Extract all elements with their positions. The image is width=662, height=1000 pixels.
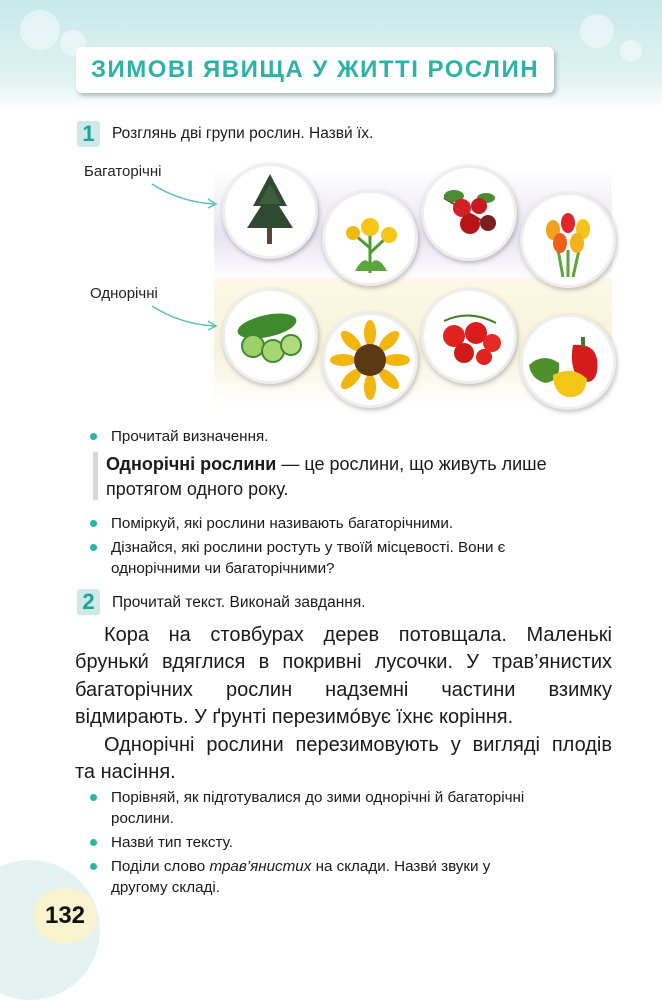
bullet-dot — [90, 863, 97, 870]
bullet-dot — [90, 433, 97, 440]
reading-line: та насіння. — [75, 761, 176, 783]
task-2-instruction: Прочитай текст. Виконай завдання. — [112, 594, 366, 611]
task-number-2: 2 — [77, 589, 100, 615]
decor-bubble — [20, 10, 60, 50]
decor-bubble — [620, 40, 642, 62]
reading-line: багаторічних рослин надземні частини взимку — [75, 679, 612, 701]
bullet-text-continuation: рослини. — [111, 810, 174, 827]
bullet-text: Поміркуй, які рослини називають багаторічними. — [111, 515, 454, 532]
bullet-text-continuation: однорічними чи багаторічними? — [111, 560, 335, 577]
bullet-text: Дізнайся, які рослини ростуть у твоїй місцевості. Вони є — [111, 539, 506, 556]
definition-term: Однорічні рослини — [106, 454, 277, 474]
bullet-text-part: Поділи слово — [111, 858, 210, 875]
bullet-item — [90, 856, 620, 898]
bullet-text — [90, 856, 620, 877]
bullet-dot — [90, 520, 97, 527]
task-number-1: 1 — [77, 121, 100, 147]
bullet-item — [90, 513, 620, 534]
decor-bubble — [580, 14, 614, 48]
page-number: 132 — [33, 888, 97, 944]
bullet-text-continuation: другому складі. — [111, 879, 220, 896]
bullet-text: Порівняй, як підготувалися до зими однорічні й багаторічні — [111, 789, 525, 806]
tomatoes-icon — [421, 288, 517, 384]
arrow-icon — [150, 180, 220, 210]
definition-box — [93, 452, 631, 500]
reading-line: Однорічні рослини перезимовують у вигляді плодів — [104, 734, 612, 756]
reading-line: Кора на стовбурах дерев потовщала. Маленькі — [104, 624, 612, 646]
page-title-box — [76, 47, 554, 93]
page-title: ЗИМОВІ ЯВИЩА У ЖИТТІ РОСЛИН — [90, 56, 540, 83]
bullet-text-part: на склади. Назви́ звуки у — [311, 858, 491, 875]
sunflower-icon — [322, 312, 418, 408]
bullet-text: Прочитай визначення. — [111, 428, 269, 445]
task-1-instruction: Розглянь дві групи рослин. Назви́ їх. — [112, 125, 374, 142]
bullet-dot — [90, 544, 97, 551]
bullet-item — [90, 787, 620, 829]
tulips-icon — [520, 192, 616, 288]
italic-word: трав’янистих — [209, 858, 312, 875]
bullet-text: Назви́ тип тексту. — [111, 834, 233, 851]
rosehip-icon — [421, 165, 517, 261]
reading-line: відмирають. У ґрунті перезимо́вує їхнє коріння. — [75, 706, 514, 728]
definition-line-1: — це рослини, що живуть лише — [276, 454, 547, 474]
bullet-item — [90, 537, 620, 579]
bullet-dot — [90, 839, 97, 846]
bullet-item — [90, 426, 620, 447]
peppers-icon — [520, 314, 616, 410]
arrow-icon — [150, 302, 220, 332]
definition-line-2: протягом одного року. — [106, 479, 289, 499]
bullet-item — [90, 832, 620, 853]
group-label-perennial: Багаторічні — [84, 163, 162, 180]
group-label-annual: Однорічні — [90, 285, 158, 302]
dandelion-icon — [322, 190, 418, 286]
cucumber-icon — [222, 288, 318, 384]
tree-icon — [222, 163, 318, 259]
bullet-dot — [90, 794, 97, 801]
reading-line: бруньки́ вдяглися в покривні лусочки. У трав’янистих — [75, 651, 612, 673]
